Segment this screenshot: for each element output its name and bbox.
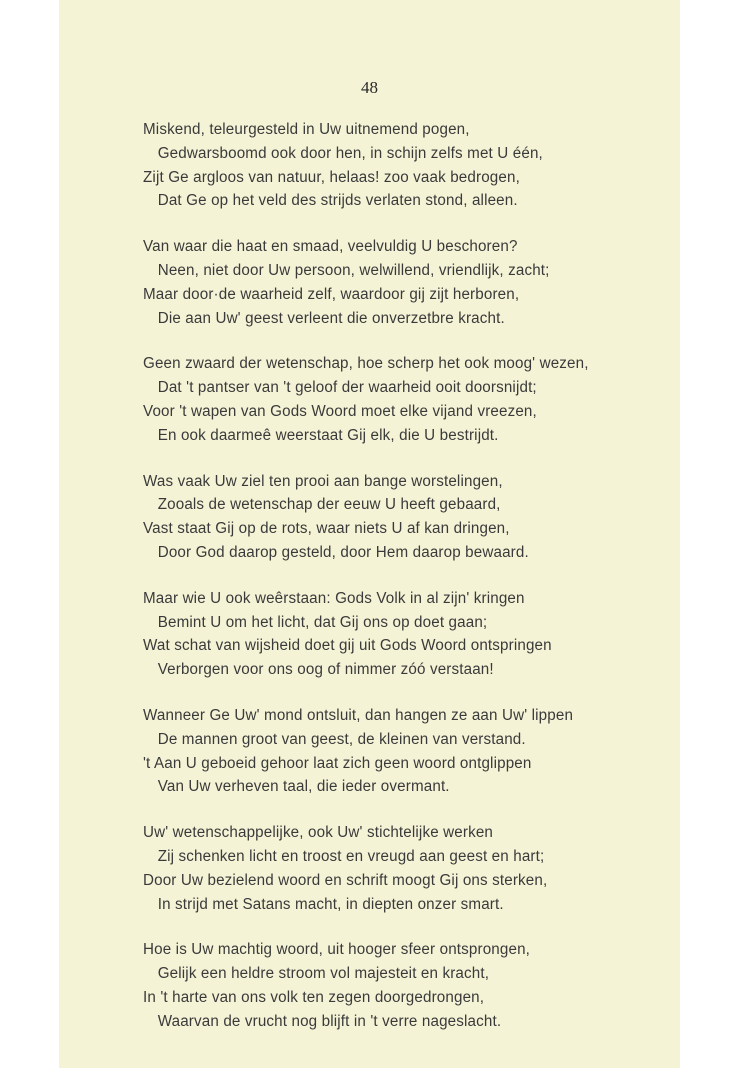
poem-line: Door Uw bezielend woord en schrift moogt Gij ons sterken, [143,871,548,889]
poem-line: Zij schenken licht en troost en vreugd aan geest en hart; [157,847,545,865]
stanza-1 [143,118,662,213]
poem-line: In 't harte van ons volk ten zegen doorgedrongen, [143,988,485,1006]
stanza-5 [143,587,662,682]
stanza-4 [143,470,662,565]
poem-line: Zijt Ge argloos van natuur, helaas! zoo vaak bedrogen, [143,168,520,186]
poem-line: Voor 't wapen van Gods Woord moet elke vijand vreezen, [143,402,537,420]
poem-line: Dat 't pantser van 't geloof der waarheid ooit doorsnijdt; [157,379,537,397]
poem-line: Gelijk een heldre stroom vol majesteit en kracht, [157,965,490,983]
book-page [59,0,680,1068]
poem-line: Hoe is Uw machtig woord, uit hooger sfeer ontsprongen, [143,941,531,959]
stanza-8 [143,938,662,1033]
poem-line: Maar wie U ook weêrstaan: Gods Volk in al zijn' kringen [143,589,525,607]
poem-line: Maar door·de waarheid zelf, waardoor gij zijt herboren, [143,285,520,303]
poem-line: Was vaak Uw ziel ten prooi aan bange worstelingen, [143,472,503,490]
poem-line: In strijd met Satans macht, in diepten onzer smart. [157,895,504,913]
poem [143,118,662,1056]
poem-line: Bemint U om het licht, dat Gij ons op doet gaan; [157,613,488,631]
stanza-2 [143,235,662,330]
poem-line: Van Uw verheven taal, die ieder overmant. [157,778,450,796]
stanza-7 [143,821,662,916]
poem-line: Dat Ge op het veld des strijds verlaten stond, alleen. [157,192,518,210]
stanza-3 [143,352,662,447]
poem-line: Door God daarop gesteld, door Hem daarop bewaard. [157,543,529,561]
poem-line: Van waar die haat en smaad, veelvuldig U beschoren? [143,238,518,256]
poem-line: Waarvan de vrucht nog blijft in 't verre nageslacht. [157,1012,502,1030]
poem-line: Zooals de wetenschap der eeuw U heeft gebaard, [157,496,501,514]
poem-line: Wanneer Ge Uw' mond ontsluit, dan hangen ze aan Uw' lippen [143,706,574,724]
poem-line: 't Aan U geboeid gehoor laat zich geen woord ontglippen [143,754,532,772]
poem-line: Gedwarsboomd ook door hen, in schijn zelfs met U één, [157,144,543,162]
poem-line: Wat schat van wijsheid doet gij uit Gods Woord ontspringen [143,637,552,655]
poem-line: Die aan Uw' geest verleent die onverzetbre kracht. [157,309,505,327]
poem-line: Neen, niet door Uw persoon, welwillend, vriendlijk, zacht; [157,261,550,279]
poem-line: Miskend, teleurgesteld in Uw uitnemend pogen, [143,121,470,138]
poem-line: Verborgen voor ons oog of nimmer zóó verstaan! [157,661,494,679]
poem-line: De mannen groot van geest, de kleinen van verstand. [157,730,526,748]
poem-line: En ook daarmeê weerstaat Gij elk, die U bestrijdt. [157,426,499,444]
poem-line: Geen zwaard der wetenschap, hoe scherp het ook moog' wezen, [143,355,589,373]
poem-line: Uw' wetenschappelijke, ook Uw' stichtelijke werken [143,824,494,842]
page-number: 48 [361,78,378,97]
stanza-6 [143,704,662,799]
poem-line: Vast staat Gij op de rots, waar niets U af kan dringen, [143,520,510,538]
